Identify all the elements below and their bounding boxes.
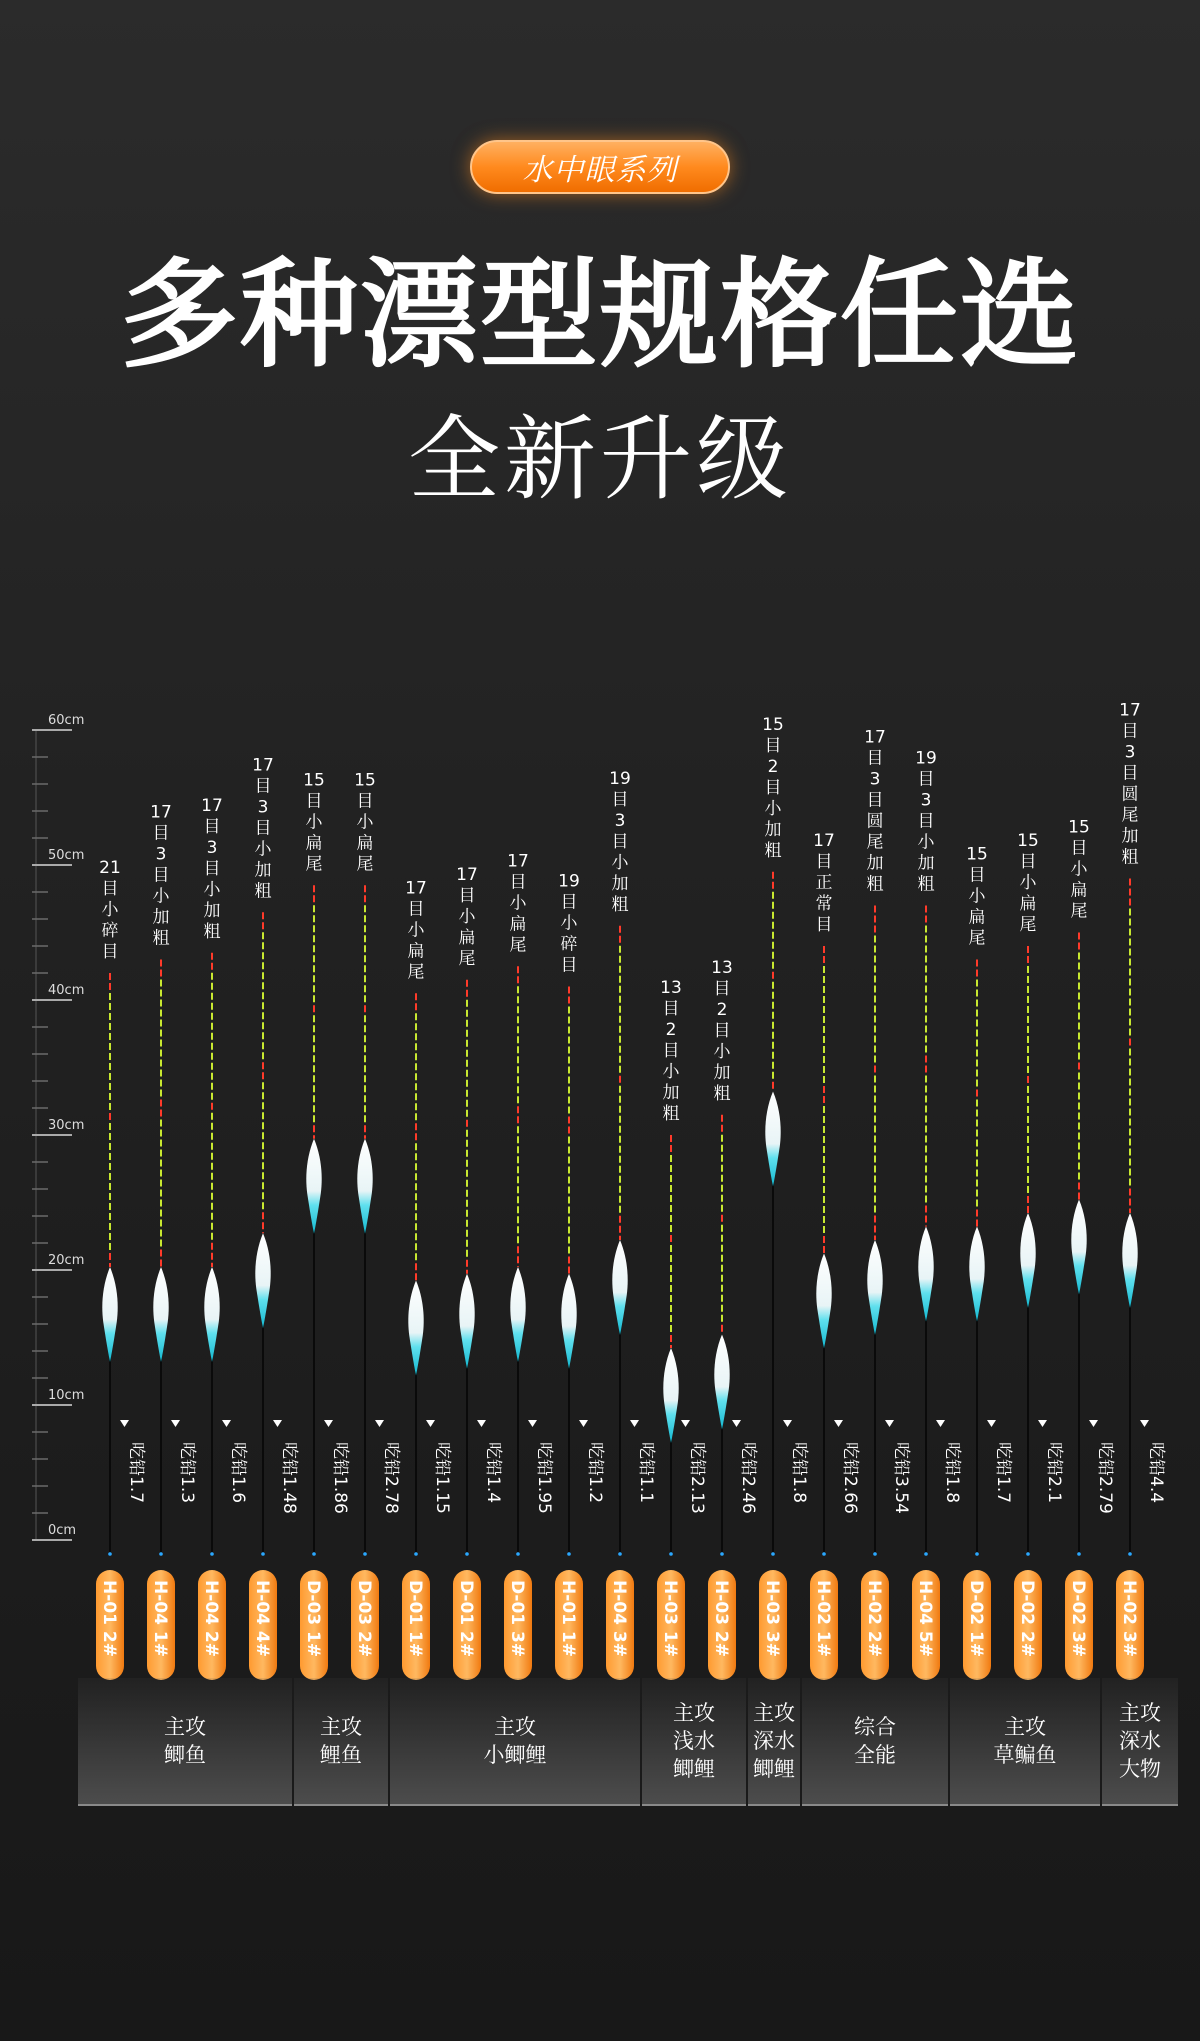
target-group-label: 鲫鲤	[673, 1757, 715, 1781]
target-group-label: 鲤鱼	[320, 1743, 362, 1767]
float-dot	[771, 1552, 775, 1556]
target-group	[294, 1678, 388, 1806]
page-subtitle: 全新升级	[407, 406, 792, 513]
down-arrow-icon	[171, 1420, 180, 1427]
float-item	[453, 865, 503, 1680]
float-spec-label: 15 目小扁尾	[966, 844, 988, 949]
float-dot	[873, 1552, 877, 1556]
float-weight: 吃铅1.86	[330, 1442, 350, 1514]
target-group-label: 主攻	[320, 1715, 362, 1739]
float-weight: 吃铅1.48	[279, 1442, 299, 1514]
float-weight: 吃铅1.95	[534, 1442, 554, 1514]
float-weight: 吃铅4.4	[1146, 1442, 1166, 1504]
float-weight: 吃铅2.1	[1044, 1442, 1064, 1504]
target-group	[748, 1678, 800, 1806]
float-weight: 吃铅2.46	[738, 1442, 758, 1514]
float-spec-label: 17 目 3 目小加粗	[201, 795, 223, 942]
float-item	[657, 978, 707, 1680]
float-item	[708, 958, 758, 1680]
target-group	[78, 1678, 292, 1806]
float-weight: 吃铅2.78	[381, 1442, 401, 1514]
model-code: H-01 2#	[99, 1580, 119, 1657]
target-group-label: 深水	[753, 1729, 795, 1753]
model-code: D-02 1#	[966, 1580, 986, 1658]
float-weight: 吃铅1.15	[432, 1442, 452, 1514]
ruler-label: 0cm	[48, 1523, 77, 1538]
float-weight: 吃铅1.1	[636, 1442, 656, 1504]
target-group-label: 浅水	[673, 1729, 715, 1753]
float-item	[300, 770, 350, 1680]
model-code: D-02 2#	[1017, 1580, 1037, 1658]
float-spec-label: 17 目 3 目圆尾加粗	[864, 727, 886, 895]
ruler-label: 30cm	[48, 1118, 85, 1133]
float-dot	[261, 1552, 265, 1556]
float-body	[204, 1267, 219, 1362]
float-dot	[618, 1552, 622, 1556]
float-dot	[1026, 1552, 1030, 1556]
float-spec-label: 17 目小扁尾	[456, 864, 478, 969]
model-code: D-01 2#	[456, 1580, 476, 1658]
float-item	[147, 803, 197, 1681]
down-arrow-icon	[1089, 1420, 1098, 1427]
float-item	[810, 831, 860, 1680]
float-dot	[720, 1552, 724, 1556]
model-code: D-01 1#	[405, 1580, 425, 1658]
ruler-label: 50cm	[48, 848, 85, 863]
float-item	[249, 755, 299, 1680]
down-arrow-icon	[1038, 1420, 1047, 1427]
float-dot	[210, 1552, 214, 1556]
model-code: D-03 2#	[354, 1580, 374, 1658]
float-dot	[312, 1552, 316, 1556]
target-group	[950, 1678, 1100, 1806]
float-spec-label: 19 目小碎目	[558, 871, 580, 976]
float-dot	[159, 1552, 163, 1556]
float-weight: 吃铅1.4	[483, 1442, 503, 1504]
float-dot	[1128, 1552, 1132, 1556]
model-code: H-01 1#	[558, 1580, 578, 1657]
model-code: H-03 1#	[660, 1580, 680, 1657]
float-spec-label: 19 目 3 目小加粗	[609, 768, 631, 915]
model-code: H-04 2#	[201, 1580, 221, 1657]
ruler-label: 10cm	[48, 1388, 85, 1403]
float-spec-label: 17 目 3 目小加粗	[150, 802, 172, 949]
float-body	[867, 1240, 882, 1335]
float-spec-label: 15 目小扁尾	[354, 770, 376, 875]
float-weight: 吃铅2.13	[687, 1442, 707, 1514]
float-spec-label: 17 目小扁尾	[405, 878, 427, 983]
model-code: D-03 1#	[303, 1580, 323, 1658]
model-code: H-02 2#	[864, 1580, 884, 1657]
target-group-label: 主攻	[164, 1715, 206, 1739]
float-weight: 吃铅1.2	[585, 1442, 605, 1504]
model-code: H-02 1#	[813, 1580, 833, 1657]
model-code: H-02 3#	[1119, 1580, 1139, 1657]
float-body	[663, 1348, 678, 1443]
ruler-label: 40cm	[48, 983, 85, 998]
height-ruler	[32, 713, 84, 1540]
target-group-label: 大物	[1119, 1757, 1161, 1781]
float-item	[198, 796, 248, 1680]
float-dot	[414, 1552, 418, 1556]
target-group-label: 综合	[854, 1715, 896, 1739]
model-code: H-04 3#	[609, 1580, 629, 1657]
float-spec-label: 17 目正常目	[813, 831, 835, 935]
float-item	[1014, 831, 1064, 1680]
down-arrow-icon	[834, 1420, 843, 1427]
target-group-label: 主攻	[673, 1701, 715, 1725]
float-weight: 吃铅1.7	[993, 1442, 1013, 1504]
float-dot	[669, 1552, 673, 1556]
float-weight: 吃铅2.66	[840, 1442, 860, 1514]
float-dot	[108, 1552, 112, 1556]
down-arrow-icon	[987, 1420, 996, 1427]
float-item	[351, 770, 401, 1680]
series-badge-label: 水中眼系列	[522, 153, 678, 188]
float-spec-label: 13 目 2 目小加粗	[660, 978, 682, 1124]
target-group	[802, 1678, 948, 1806]
float-spec-label: 17 目 3 目小加粗	[252, 755, 274, 902]
float-spec-label: 15 目小扁尾	[1017, 831, 1039, 935]
float-weight: 吃铅1.6	[228, 1442, 248, 1504]
down-arrow-icon	[324, 1420, 333, 1427]
ruler-label: 20cm	[48, 1253, 85, 1268]
target-group-label: 草鳊鱼	[993, 1743, 1057, 1767]
float-spec-label: 15 目小扁尾	[303, 770, 325, 875]
target-group-label: 鲫鲤	[753, 1757, 795, 1781]
target-group-label: 全能	[854, 1743, 896, 1767]
float-body	[918, 1227, 933, 1322]
down-arrow-icon	[375, 1420, 384, 1427]
float-spec-label: 15 目小扁尾	[1068, 817, 1090, 922]
float-weight: 吃铅1.7	[126, 1442, 146, 1504]
float-dot	[1077, 1552, 1081, 1556]
float-spec-label: 19 目 3 目小加粗	[915, 748, 937, 895]
float-body	[816, 1254, 831, 1349]
float-body	[714, 1335, 729, 1430]
model-code: H-03 3#	[762, 1580, 782, 1657]
float-dot	[363, 1552, 367, 1556]
float-item	[963, 845, 1013, 1681]
float-body	[255, 1233, 270, 1328]
target-group-label: 主攻	[1004, 1715, 1046, 1739]
float-weight: 吃铅2.79	[1095, 1442, 1115, 1514]
down-arrow-icon	[732, 1420, 741, 1427]
float-spec-label: 21 目小碎目	[99, 858, 121, 962]
float-spec-label: 15 目 2 目小加粗	[762, 714, 784, 861]
float-body	[1020, 1213, 1035, 1308]
float-body	[612, 1240, 627, 1335]
float-list	[96, 701, 1166, 1681]
float-item	[1116, 701, 1166, 1681]
model-code: H-04 1#	[150, 1580, 170, 1657]
float-body	[969, 1227, 984, 1322]
down-arrow-icon	[528, 1420, 537, 1427]
float-weight: 吃铅3.54	[891, 1442, 911, 1514]
float-item	[504, 851, 554, 1680]
float-item	[759, 715, 809, 1680]
target-group-label: 小鲫鲤	[483, 1743, 547, 1767]
target-group	[642, 1678, 746, 1806]
float-spec-label: 13 目 2 目小加粗	[711, 957, 733, 1104]
float-weight: 吃铅1.8	[942, 1442, 962, 1504]
float-dot	[822, 1552, 826, 1556]
float-weight: 吃铅1.8	[789, 1442, 809, 1504]
float-dot	[465, 1552, 469, 1556]
down-arrow-icon	[630, 1420, 639, 1427]
down-arrow-icon	[936, 1420, 945, 1427]
down-arrow-icon	[477, 1420, 486, 1427]
down-arrow-icon	[426, 1420, 435, 1427]
float-body	[561, 1274, 576, 1369]
down-arrow-icon	[681, 1420, 690, 1427]
target-group-label: 主攻	[753, 1701, 795, 1725]
target-group	[390, 1678, 640, 1806]
down-arrow-icon	[1140, 1420, 1149, 1427]
float-body	[357, 1139, 372, 1234]
model-code: H-03 2#	[711, 1580, 731, 1657]
float-item	[555, 872, 605, 1681]
float-body	[153, 1267, 168, 1362]
down-arrow-icon	[273, 1420, 282, 1427]
float-item	[861, 728, 911, 1681]
target-group-label: 鲫鱼	[164, 1743, 206, 1767]
float-body	[459, 1274, 474, 1369]
float-dot	[975, 1552, 979, 1556]
float-dot	[567, 1552, 571, 1556]
float-spec-label: 17 目小扁尾	[507, 851, 529, 956]
target-group-label: 深水	[1119, 1729, 1161, 1753]
float-item	[96, 858, 146, 1680]
down-arrow-icon	[222, 1420, 231, 1427]
float-spec-label: 17 目 3 目圆尾加粗	[1119, 700, 1141, 868]
down-arrow-icon	[885, 1420, 894, 1427]
float-item	[606, 769, 656, 1680]
float-item	[1065, 818, 1115, 1681]
down-arrow-icon	[783, 1420, 792, 1427]
float-body	[306, 1139, 321, 1234]
float-body	[765, 1092, 780, 1187]
model-code: D-01 3#	[507, 1580, 527, 1658]
down-arrow-icon	[120, 1420, 129, 1427]
float-body	[1071, 1200, 1086, 1295]
float-dot	[516, 1552, 520, 1556]
down-arrow-icon	[579, 1420, 588, 1427]
float-weight: 吃铅1.3	[177, 1442, 197, 1504]
model-code: D-02 3#	[1068, 1580, 1088, 1658]
ruler-label: 60cm	[48, 713, 85, 728]
page-title: 多种漂型规格任选	[119, 246, 1080, 384]
target-group	[1102, 1678, 1178, 1806]
model-code: H-04 4#	[252, 1580, 272, 1657]
float-item	[402, 878, 452, 1680]
float-body	[408, 1281, 423, 1376]
float-body	[1122, 1213, 1137, 1308]
float-body	[510, 1267, 525, 1362]
model-code: H-04 5#	[915, 1580, 935, 1657]
target-group-label: 主攻	[1119, 1701, 1161, 1725]
float-dot	[924, 1552, 928, 1556]
target-group-label: 主攻	[494, 1715, 536, 1739]
float-body	[102, 1267, 117, 1362]
float-item	[912, 749, 962, 1681]
